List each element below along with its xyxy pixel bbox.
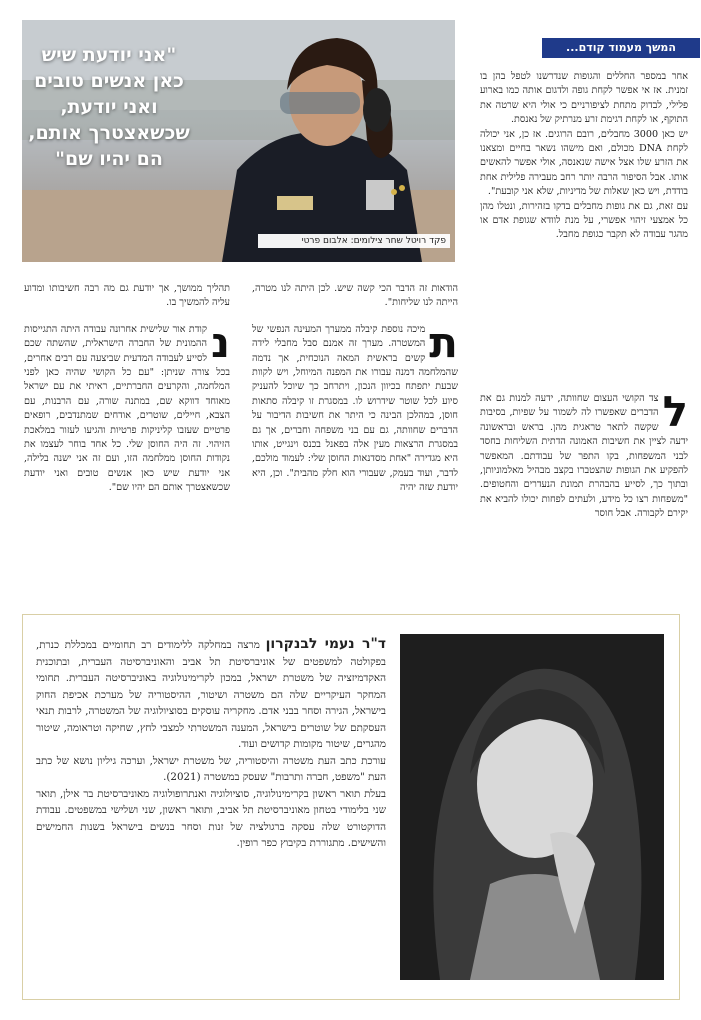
drop-cap: ל [662, 387, 688, 436]
bio-paragraph: עורכת כתב העת משטרה והיסטוריה, של משטרת ישראל, וערכה גיליון נושא של כתב העת "משפט, חברה ותרבות" שעסק במשטרה (2021). [36, 754, 386, 783]
paragraph: אחר במספר החללים והגופות שנדרשנו לטפל בהן בו זמנית. אז אי אפשר לקחת גופה ולדגום אותה כמו בארוע פלילי, לבדוק מתחת לציפורניים כי אולי היא שרטה את התוקף, או לקחת דגימת זרע מנרתיק של נאנסת. יש כאן 3000 מחבלים, רובם הרוגים. אז כן, אני יכולה לקחת DNA מכולם, ואם מישהו נשאר בחיים ומצאנו את הזרע שלו אצל אישה שנאנסה, אולי אפשר להאשים אותו. אבל הסיפור הרבה יותר רחב מעבירה פלילית אחת בודדת, ויש כאן שאלות של מדיניות, שלא אני קובעת". עם זאת, גם את גופות מחבלים בדקו בזהירות, ונטלו מהן כל אמצעי זיהוי אפשרי, על מנת לוודא שגופת אדם או מהגר עבודה לא תקבר כגופת מחבל. [480, 71, 688, 241]
continued-banner: המשך מעמוד קודם... [542, 38, 700, 58]
bio-paragraph: מרצה במחלקה ללימודים רב תחומיים במכללת כנרת, בפקולטה למשפטים של אוניברסיטת תל אביב והאוניברסיטה העברית, ובתוכנית האקדמיזציה של משטרת ישראל, במכון לקרימינולוגיה באוניברסיטה העברית. תחומי המחקר העיקריים שלה הם משטרה ושיטור, ההיסטוריה של מערכת אכיפת החוק בישראל, הגירה וסחר בבני אדם. מחקריה עוסקים בסוציולוגיה של המשטרה, לרבות תנאי העסקתם של שוטרים בישראל, המענה המשטרתי למצבי לחץ, שחיקה וטראומה, שיטור מהגרים, שיטור מקומות קדושים ועוד. [36, 639, 386, 750]
drop-cap: נ [210, 317, 230, 367]
paragraph: מיכה נוספת קיבלה ממערך המעינה הנפשי של המשטרה. מערך זה אמנם סבל מחבלי לידה קשים בראשית המאה הנוכחית, אך נדמה שהמלחמה דמנה עבורו את המפנה המיוחל, ויש לקוות שבעת יתפתח בכיוון הנכון, ויתרחב כך שיוכל להעניק סיוע לכל שוטר שידרוש לו. במסגרת זו קיבלה סתאות חוסן, במהלכן הבינה כי היתר את חשיבות הדיבור על הדברים שחוותה, גם עם בני משפחה וחברים, אך גם במסגרת הרצאות מעין אלה בפאנל בכנס וינגייט, אותו היא מגדירה "אחת מסדנאות החוסן שלי: לעמוד מולכם, לדבר, ועוד בעמק, שעבורי הוא חלק מהבית". וכן, היא יודעת שזה יהיה [252, 323, 458, 494]
bio-text [36, 636, 386, 852]
column-right-bottom [480, 387, 688, 522]
column-left [24, 282, 230, 496]
drop-cap: ת [429, 317, 458, 367]
paragraph: תהליך ממושך, אך יודעת גם מה רבה חשיבותו ומדוע עליה להמשיך בו. [24, 283, 230, 309]
photo-caption: פקד רויטל שחר צילומים: אלבום פרטי [258, 234, 450, 248]
column-right-top [480, 70, 688, 243]
column-middle [252, 282, 458, 496]
author-portrait-illustration [400, 634, 664, 980]
pull-quote: "אני יודעת שיש כאן אנשים טובים ואני יודעת, שכשאצטרך אותם, הם יהיו שם" [28, 44, 190, 170]
paragraph: קודת אור שלישית אחרונה עבודה היתה התגייסות ההמונית של החברה הישראלית, שהשתה שכם לסייע לעבודה המדעית שביצעה עם רבים אחרים, בכל צורה שניתן: "עם כל הקושי שהיה כאן לפני המלחמה, והקרעים החברתיים, ראיתי את עם ישראל מאוחד דווקא שם, במתנה שורה, עם הרבנות, עם הצבא, חיילים, שוטרים, אודחים שמתנדבים, רופאים פרטיים שעזבו קליניקות פרטיות והגיעו לעזור במלאכת הזיהוי. זה היה החוסן שלי. כל אחד בוחר לעצמו את נקודות החוסן ממלחמה הזו, ועם זה אני ישנה בלילה, אני יודעת שיש כאן אנשים טובים ואני יודעת שכשאצטרך אותם הם יהיו שם". [24, 323, 230, 494]
paragraph: הודאות זה הדבר הכי קשה שיש. לכן היתה לנו מטרה, הייתה לנו שליחות". [252, 283, 458, 309]
author-portrait [400, 634, 664, 980]
author-name: ד"ר נעמי לבנקרון [265, 636, 387, 652]
bio-paragraph: בעלת תואר ראשון בקרימינולוגיה, סוציולוגיה ואנתרופולוגיה מאוניברסיטת בר אילן, תואר שני בלימודי בטחון מאוניברסיטת תל אביב, ותואר ראשון, שני ושלישי במשפטים. עבודת הדוקטורט שלה עסקה ברגולציה של זנות וסחר בנשים בישראל בשנות החמישים והשישים. מתגוררת בקיבוץ כפר רופין. [36, 787, 386, 849]
paragraph: צד הקושי העצום שחוותה, ידעה למנות גם את הדברים שאפשרו לה לשמור על שפיות, בסיבות שקשה לתאר טראגית מהן. בראש ובראשונה ידעה לציין את חשיבות האמונה הדתית השליחות בחסד לבני המשפחות, בקו התפר של עבודתם. המאפשר להפקיע את הגופות שהצטברו בקצב מבהיל מאלמוניותן, ובתוך כך, לסייע בהבהרת תמונת הנעדרים והחטופים. "משפחות רצו כל מידע, ולעתים לפחות יכולו להביא את יקירם לקבורה. אבל חוסר [480, 393, 688, 520]
